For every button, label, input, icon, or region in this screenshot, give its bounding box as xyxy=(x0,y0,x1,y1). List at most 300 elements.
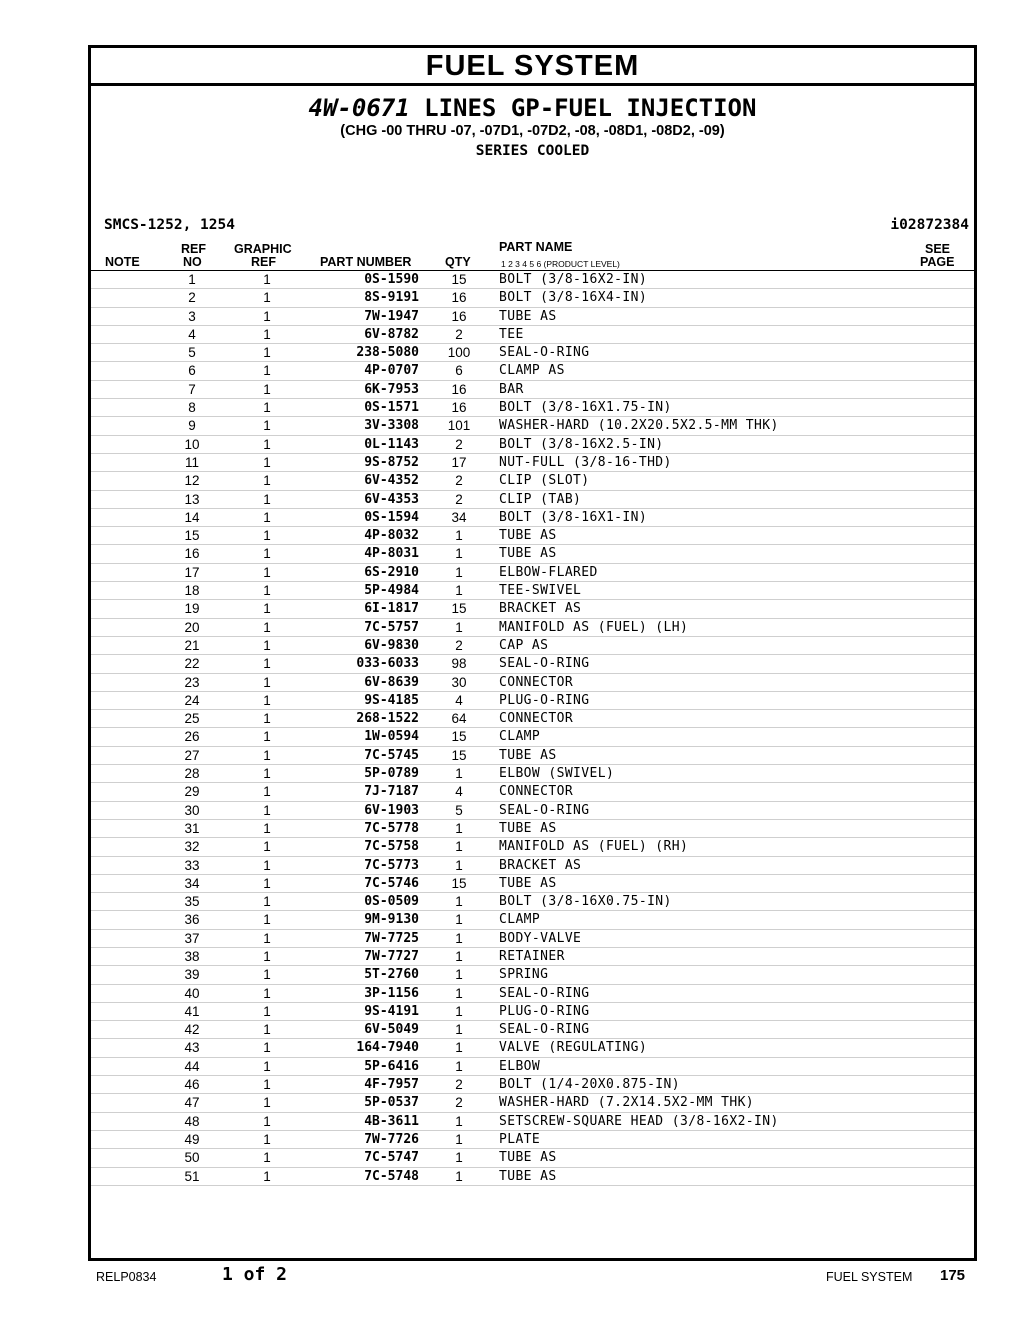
qty-cell: 1 xyxy=(455,528,463,544)
illustration-id: i02872384 xyxy=(890,217,969,233)
part-name-cell: TEE-SWIVEL xyxy=(499,583,582,599)
part-name-cell: BRACKET AS xyxy=(499,857,582,873)
graphic-ref-cell: 1 xyxy=(263,326,271,342)
part-number-cell: 7C-5746 xyxy=(364,875,419,891)
part-number-cell: 7C-5748 xyxy=(364,1168,419,1184)
graphic-ref-cell: 1 xyxy=(263,766,271,782)
part-number-cell: 6V-1903 xyxy=(364,802,419,818)
qty-cell: 100 xyxy=(447,345,471,361)
part-number-cell: 0S-1594 xyxy=(364,509,419,525)
part-number-cell: 6V-5049 xyxy=(364,1022,419,1038)
graphic-ref-cell: 1 xyxy=(263,674,271,690)
ref-no-cell: 37 xyxy=(184,930,200,946)
part-number-cell: 0S-1571 xyxy=(364,400,419,416)
graphic-ref-cell: 1 xyxy=(263,985,271,1001)
qty-cell: 1 xyxy=(455,564,463,580)
ref-no-cell: 1 xyxy=(188,272,196,287)
qty-cell: 1 xyxy=(455,857,463,873)
part-name-cell: TUBE AS xyxy=(499,875,557,891)
qty-cell: 1 xyxy=(455,619,463,635)
part-name-cell: BOLT (3/8-16X0.75-IN) xyxy=(499,894,672,910)
part-number-cell: 6K-7953 xyxy=(364,381,419,397)
ref-no-cell: 8 xyxy=(188,400,196,416)
col-ref-top: REF xyxy=(181,242,206,256)
qty-cell: 1 xyxy=(455,930,463,946)
ref-no-cell: 17 xyxy=(184,564,200,580)
table-row xyxy=(91,1113,974,1131)
part-name-cell: SEAL-O-RING xyxy=(499,345,590,361)
ref-no-cell: 41 xyxy=(184,1003,200,1019)
ref-no-cell: 11 xyxy=(184,454,199,470)
graphic-ref-cell: 1 xyxy=(263,1003,271,1019)
qty-cell: 64 xyxy=(451,711,467,727)
part-number-cell: 6I-1817 xyxy=(364,601,419,617)
graphic-ref-cell: 1 xyxy=(263,546,271,562)
table-row xyxy=(91,692,974,710)
ref-no-cell: 48 xyxy=(184,1113,200,1129)
qty-cell: 101 xyxy=(447,418,471,434)
part-number-cell: 5P-0789 xyxy=(364,766,419,782)
part-number-cell: 0S-1590 xyxy=(364,272,419,287)
ref-no-cell: 22 xyxy=(184,656,200,672)
part-name-cell: PLUG-O-RING xyxy=(499,1003,590,1019)
ref-no-cell: 50 xyxy=(184,1150,200,1166)
part-number-cell: 164-7940 xyxy=(356,1040,419,1056)
group-name: LINES GP-FUEL INJECTION xyxy=(424,94,757,122)
part-number-cell: 7C-5773 xyxy=(364,857,419,873)
qty-cell: 5 xyxy=(455,802,463,818)
part-name-cell: BAR xyxy=(499,381,524,397)
graphic-ref-cell: 1 xyxy=(263,454,271,470)
part-number-cell: 7C-5757 xyxy=(364,619,419,635)
qty-cell: 16 xyxy=(451,381,467,397)
part-number-cell: 7C-5747 xyxy=(364,1150,419,1166)
table-row xyxy=(91,1003,974,1021)
part-number-cell: 7W-7727 xyxy=(364,948,419,964)
table-row xyxy=(91,893,974,911)
page-of: 1 of 2 xyxy=(222,1264,288,1285)
qty-cell: 98 xyxy=(451,656,467,672)
table-row xyxy=(91,545,974,563)
qty-cell: 2 xyxy=(455,436,463,452)
qty-cell: 16 xyxy=(451,308,467,324)
table-row xyxy=(91,1131,974,1149)
graphic-ref-cell: 1 xyxy=(263,345,271,361)
part-number-cell: 9M-9130 xyxy=(364,912,419,928)
ref-no-cell: 5 xyxy=(188,345,196,361)
graphic-ref-cell: 1 xyxy=(263,1113,271,1129)
ref-no-cell: 36 xyxy=(184,912,200,928)
series-label: SERIES COOLED xyxy=(475,143,590,159)
ref-no-cell: 46 xyxy=(184,1077,200,1093)
table-row xyxy=(91,1094,974,1112)
graphic-ref-cell: 1 xyxy=(263,875,271,891)
part-name-cell: BOLT (3/8-16X1.75-IN) xyxy=(499,400,672,416)
table-row xyxy=(91,399,974,417)
graphic-ref-cell: 1 xyxy=(263,619,271,635)
part-name-cell: NUT-FULL (3/8-16-THD) xyxy=(499,454,672,470)
ref-no-cell: 34 xyxy=(184,875,200,891)
table-row xyxy=(91,948,974,966)
qty-cell: 1 xyxy=(455,967,463,983)
ref-no-cell: 31 xyxy=(184,820,200,836)
meta-line xyxy=(104,214,969,236)
ref-no-cell: 49 xyxy=(184,1131,200,1147)
part-number-cell: 9S-8752 xyxy=(364,454,419,470)
ref-no-cell: 19 xyxy=(184,601,200,617)
qty-cell: 1 xyxy=(455,820,463,836)
ref-no-cell: 12 xyxy=(184,473,200,489)
part-name-cell: MANIFOLD AS (FUEL) (RH) xyxy=(499,839,689,855)
part-name-cell: ELBOW (SWIVEL) xyxy=(499,766,615,782)
graphic-ref-cell: 1 xyxy=(263,912,271,928)
col-product-level: 1 2 3 4 5 6 (PRODUCT LEVEL) xyxy=(501,259,620,269)
change-range: (CHG -00 THRU -07, -07D1, -07D2, -08, -08D1, -08D2, -09) xyxy=(340,123,725,139)
table-row xyxy=(91,362,974,380)
ref-no-cell: 3 xyxy=(188,308,196,324)
col-see-bottom: PAGE xyxy=(920,255,955,269)
part-number-cell: 7C-5778 xyxy=(364,820,419,836)
qty-cell: 17 xyxy=(451,454,467,470)
smcs-code: SMCS-1252, 1254 xyxy=(104,217,235,233)
qty-cell: 1 xyxy=(455,1113,463,1129)
graphic-ref-cell: 1 xyxy=(263,1022,271,1038)
ref-no-cell: 29 xyxy=(184,784,200,800)
part-number-cell: 7W-7725 xyxy=(364,930,419,946)
part-name-cell: TUBE AS xyxy=(499,528,557,544)
table-row xyxy=(91,1149,974,1167)
graphic-ref-cell: 1 xyxy=(263,820,271,836)
table-row xyxy=(91,747,974,765)
qty-cell: 15 xyxy=(451,272,467,287)
qty-cell: 34 xyxy=(451,509,467,525)
part-name-cell: BOLT (3/8-16X4-IN) xyxy=(499,290,648,306)
part-name-cell: SEAL-O-RING xyxy=(499,1022,590,1038)
part-name-cell: CLIP (TAB) xyxy=(499,491,582,507)
part-name-cell: PLATE xyxy=(499,1131,541,1147)
part-number-cell: 4B-3611 xyxy=(364,1113,419,1129)
table-row xyxy=(91,1168,974,1186)
part-number-cell: 033-6033 xyxy=(356,656,419,672)
graphic-ref-cell: 1 xyxy=(263,1077,271,1093)
part-number-cell: 7W-1947 xyxy=(364,308,419,324)
col-part-name: PART NAME xyxy=(499,240,573,254)
part-name-cell: TUBE AS xyxy=(499,308,557,324)
table-row xyxy=(91,710,974,728)
table-row xyxy=(91,911,974,929)
qty-cell: 16 xyxy=(451,400,467,416)
part-name-cell: CONNECTOR xyxy=(499,674,574,690)
graphic-ref-cell: 1 xyxy=(263,729,271,745)
part-name-cell: RETAINER xyxy=(499,948,565,964)
table-row xyxy=(91,857,974,875)
document-code: RELP0834 xyxy=(96,1270,157,1284)
qty-cell: 1 xyxy=(455,1058,463,1074)
part-number-cell: 7C-5758 xyxy=(364,839,419,855)
ref-no-cell: 6 xyxy=(188,363,196,379)
graphic-ref-cell: 1 xyxy=(263,473,271,489)
col-note: NOTE xyxy=(105,255,140,269)
ref-no-cell: 24 xyxy=(184,692,200,708)
qty-cell: 16 xyxy=(451,290,467,306)
graphic-ref-cell: 1 xyxy=(263,839,271,855)
col-graphic-bottom: REF xyxy=(251,255,276,269)
table-row xyxy=(91,637,974,655)
part-name-cell: TUBE AS xyxy=(499,1168,557,1184)
ref-no-cell: 14 xyxy=(184,509,200,525)
part-name-cell: BOLT (1/4-20X0.875-IN) xyxy=(499,1077,680,1093)
qty-cell: 2 xyxy=(455,326,463,342)
part-name-cell: BRACKET AS xyxy=(499,601,582,617)
ref-no-cell: 51 xyxy=(184,1168,200,1184)
table-row xyxy=(91,472,974,490)
qty-cell: 1 xyxy=(455,948,463,964)
part-number-cell: 6V-8782 xyxy=(364,326,419,342)
graphic-ref-cell: 1 xyxy=(263,583,271,599)
ref-no-cell: 33 xyxy=(184,857,200,873)
qty-cell: 15 xyxy=(451,747,467,763)
table-row xyxy=(91,783,974,801)
table-row xyxy=(91,985,974,1003)
graphic-ref-cell: 1 xyxy=(263,400,271,416)
table-row xyxy=(91,1076,974,1094)
graphic-ref-cell: 1 xyxy=(263,1058,271,1074)
ref-no-cell: 20 xyxy=(184,619,200,635)
part-name-cell: CLIP (SLOT) xyxy=(499,473,590,489)
table-row xyxy=(91,417,974,435)
graphic-ref-cell: 1 xyxy=(263,784,271,800)
part-name-cell: CLAMP AS xyxy=(499,363,565,379)
part-number-cell: 5T-2760 xyxy=(364,967,419,983)
group-title xyxy=(91,95,974,121)
table-row xyxy=(91,820,974,838)
qty-cell: 1 xyxy=(455,912,463,928)
graphic-ref-cell: 1 xyxy=(263,491,271,507)
table-row xyxy=(91,308,974,326)
graphic-ref-cell: 1 xyxy=(263,656,271,672)
graphic-ref-cell: 1 xyxy=(263,692,271,708)
table-row xyxy=(91,582,974,600)
part-number-cell: 5P-0537 xyxy=(364,1095,419,1111)
qty-cell: 4 xyxy=(455,692,463,708)
ref-no-cell: 10 xyxy=(184,436,200,452)
qty-cell: 1 xyxy=(455,766,463,782)
table-row xyxy=(91,875,974,893)
qty-cell: 2 xyxy=(455,1077,463,1093)
graphic-ref-cell: 1 xyxy=(263,436,271,452)
qty-cell: 2 xyxy=(455,473,463,489)
ref-no-cell: 9 xyxy=(188,418,196,434)
graphic-ref-cell: 1 xyxy=(263,564,271,580)
col-ref-bottom: NO xyxy=(183,255,202,269)
qty-cell: 1 xyxy=(455,583,463,599)
page-footer xyxy=(0,1262,1020,1290)
qty-cell: 1 xyxy=(455,1168,463,1184)
part-name-cell: TEE xyxy=(499,326,524,342)
page-frame xyxy=(88,45,977,1261)
part-name-cell: SEAL-O-RING xyxy=(499,802,590,818)
page-number: 175 xyxy=(940,1267,966,1284)
ref-no-cell: 44 xyxy=(184,1058,200,1074)
part-name-cell: SETSCREW-SQUARE HEAD (3/8-16X2-IN) xyxy=(499,1113,779,1129)
graphic-ref-cell: 1 xyxy=(263,509,271,525)
part-number-cell: 4P-8032 xyxy=(364,528,419,544)
part-number-cell: 6S-2910 xyxy=(364,564,419,580)
part-name-cell: CAP AS xyxy=(499,637,549,653)
ref-no-cell: 47 xyxy=(184,1095,200,1111)
graphic-ref-cell: 1 xyxy=(263,381,271,397)
graphic-ref-cell: 1 xyxy=(263,637,271,653)
table-row xyxy=(91,289,974,307)
part-number-cell: 3V-3308 xyxy=(364,418,419,434)
table-row xyxy=(91,765,974,783)
table-row xyxy=(91,930,974,948)
part-name-cell: WASHER-HARD (7.2X14.5X2-MM THK) xyxy=(499,1095,755,1111)
qty-cell: 1 xyxy=(455,1131,463,1147)
table-row xyxy=(91,600,974,618)
ref-no-cell: 21 xyxy=(184,637,200,653)
ref-no-cell: 35 xyxy=(184,894,200,910)
ref-no-cell: 30 xyxy=(184,802,200,818)
part-name-cell: ELBOW xyxy=(499,1058,541,1074)
part-name-cell: BOLT (3/8-16X2.5-IN) xyxy=(499,436,664,452)
ref-no-cell: 32 xyxy=(184,839,200,855)
graphic-ref-cell: 1 xyxy=(263,363,271,379)
table-row xyxy=(91,491,974,509)
graphic-ref-cell: 1 xyxy=(263,308,271,324)
part-name-cell: ELBOW-FLARED xyxy=(499,564,598,580)
part-number-cell: 6V-4353 xyxy=(364,491,419,507)
part-name-cell: SPRING xyxy=(499,967,549,983)
ref-no-cell: 18 xyxy=(184,583,200,599)
table-row xyxy=(91,271,974,289)
graphic-ref-cell: 1 xyxy=(263,747,271,763)
graphic-ref-cell: 1 xyxy=(263,802,271,818)
graphic-ref-cell: 1 xyxy=(263,894,271,910)
part-name-cell: CONNECTOR xyxy=(499,784,574,800)
table-row xyxy=(91,381,974,399)
part-name-cell: TUBE AS xyxy=(499,747,557,763)
part-number-cell: 268-1522 xyxy=(356,711,419,727)
table-row xyxy=(91,674,974,692)
part-name-cell: TUBE AS xyxy=(499,546,557,562)
col-graphic-top: GRAPHIC xyxy=(234,242,292,256)
part-number-cell: 4P-8031 xyxy=(364,546,419,562)
section-title: FUEL SYSTEM xyxy=(91,48,974,86)
qty-cell: 1 xyxy=(455,839,463,855)
part-name-cell: BOLT (3/8-16X1-IN) xyxy=(499,509,648,525)
qty-cell: 1 xyxy=(455,1022,463,1038)
part-number-cell: 5P-4984 xyxy=(364,583,419,599)
part-number-cell: 6V-8639 xyxy=(364,674,419,690)
table-row xyxy=(91,966,974,984)
part-number-cell: 6V-4352 xyxy=(364,473,419,489)
table-row xyxy=(91,838,974,856)
table-row xyxy=(91,436,974,454)
part-number-cell: 3P-1156 xyxy=(364,985,419,1001)
graphic-ref-cell: 1 xyxy=(263,1150,271,1166)
part-name-cell: SEAL-O-RING xyxy=(499,985,590,1001)
table-row xyxy=(91,1058,974,1076)
graphic-ref-cell: 1 xyxy=(263,1168,271,1184)
ref-no-cell: 40 xyxy=(184,985,200,1001)
table-row xyxy=(91,454,974,472)
ref-no-cell: 25 xyxy=(184,711,200,727)
ref-no-cell: 27 xyxy=(184,747,200,763)
graphic-ref-cell: 1 xyxy=(263,930,271,946)
graphic-ref-cell: 1 xyxy=(263,1131,271,1147)
qty-cell: 2 xyxy=(455,637,463,653)
parts-table xyxy=(91,271,974,1186)
graphic-ref-cell: 1 xyxy=(263,601,271,617)
qty-cell: 15 xyxy=(451,875,467,891)
qty-cell: 1 xyxy=(455,1040,463,1056)
table-row xyxy=(91,655,974,673)
graphic-ref-cell: 1 xyxy=(263,528,271,544)
col-see-top: SEE xyxy=(925,242,951,256)
ref-no-cell: 42 xyxy=(184,1022,200,1038)
graphic-ref-cell: 1 xyxy=(263,1040,271,1056)
qty-cell: 1 xyxy=(455,1150,463,1166)
table-row xyxy=(91,344,974,362)
part-number-cell: 0S-0509 xyxy=(364,894,419,910)
part-number-cell: 7J-7187 xyxy=(364,784,419,800)
ref-no-cell: 15 xyxy=(184,528,200,544)
part-number-cell: 7W-7726 xyxy=(364,1131,419,1147)
table-row xyxy=(91,1021,974,1039)
part-number-cell: 1W-0594 xyxy=(364,729,419,745)
footer-section: FUEL SYSTEM xyxy=(826,1270,913,1284)
part-number-cell: 9S-4185 xyxy=(364,692,419,708)
part-name-cell: VALVE (REGULATING) xyxy=(499,1040,648,1056)
part-number-cell: 4F-7957 xyxy=(364,1077,419,1093)
ref-no-cell: 39 xyxy=(184,967,200,983)
qty-cell: 15 xyxy=(451,729,467,745)
part-number-cell: 0L-1143 xyxy=(364,436,419,452)
ref-no-cell: 23 xyxy=(184,674,200,690)
qty-cell: 1 xyxy=(455,985,463,1001)
ref-no-cell: 38 xyxy=(184,948,200,964)
qty-cell: 6 xyxy=(455,363,463,379)
graphic-ref-cell: 1 xyxy=(263,948,271,964)
table-row xyxy=(91,527,974,545)
part-name-cell: PLUG-O-RING xyxy=(499,692,590,708)
part-name-cell: CONNECTOR xyxy=(499,711,574,727)
ref-no-cell: 43 xyxy=(184,1040,200,1056)
part-number-cell: 5P-6416 xyxy=(364,1058,419,1074)
part-name-cell: MANIFOLD AS (FUEL) (LH) xyxy=(499,619,689,635)
table-row xyxy=(91,619,974,637)
part-name-cell: BOLT (3/8-16X2-IN) xyxy=(499,272,648,287)
part-number-cell: 7C-5745 xyxy=(364,747,419,763)
qty-cell: 1 xyxy=(455,546,463,562)
table-row xyxy=(91,802,974,820)
graphic-ref-cell: 1 xyxy=(263,1095,271,1111)
ref-no-cell: 28 xyxy=(184,766,200,782)
ref-no-cell: 26 xyxy=(184,729,200,745)
graphic-ref-cell: 1 xyxy=(263,418,271,434)
ref-no-cell: 2 xyxy=(188,290,196,306)
col-part-number: PART NUMBER xyxy=(320,255,412,269)
qty-cell: 1 xyxy=(455,1003,463,1019)
qty-cell: 15 xyxy=(451,601,467,617)
graphic-ref-cell: 1 xyxy=(263,857,271,873)
part-number-cell: 8S-9191 xyxy=(364,290,419,306)
part-name-cell: WASHER-HARD (10.2X20.5X2.5-MM THK) xyxy=(499,418,779,434)
table-row xyxy=(91,509,974,527)
part-name-cell: BODY-VALVE xyxy=(499,930,582,946)
part-name-cell: TUBE AS xyxy=(499,1150,557,1166)
